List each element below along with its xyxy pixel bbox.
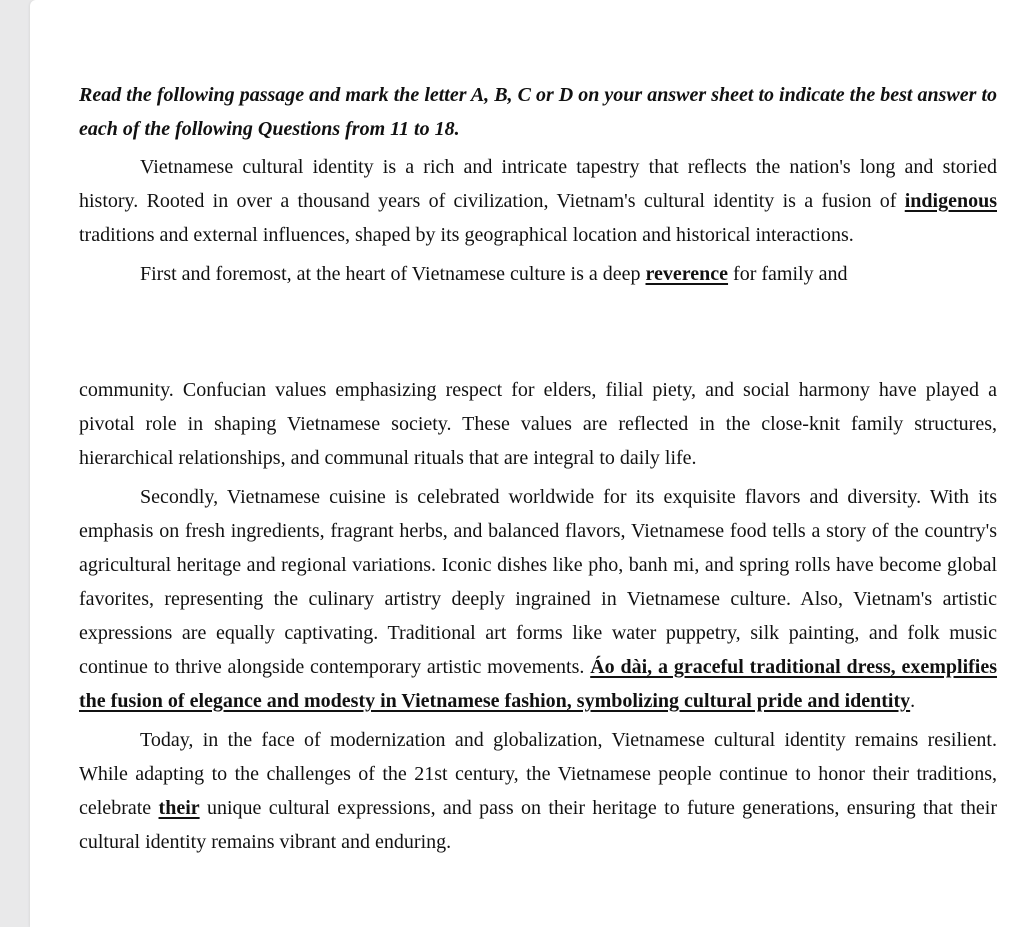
paragraph-2 — [79, 257, 997, 291]
paragraph-3-text-a: Secondly, Vietnamese cuisine is celebrated worldwide for its exquisite flavors and diversity. With its emphasis on fresh ingredients, fragrant herbs, and balanced flavors, Vietnamese food tells a story of the country's agricultural heritage and regional variations. Iconic dishes like pho, banh mi, and spring rolls have become global favorites, representing the culinary artistry deeply ingrained in Vietnamese culture. Also, Vietnam's artistic expressions are equally captivating. Traditional art forms like water puppetry, silk painting, and folk music continue to thrive alongside contemporary artistic movements. — [79, 486, 997, 678]
paragraph-1-text-a: Vietnamese cultural identity is a rich and intricate tapestry that reflects the nation's long and storied history. Rooted in over a thousand years of civilization, Vietnam's cultural identity is a fusion of — [79, 156, 997, 212]
highlighted-word-their: their — [158, 797, 200, 819]
paragraph-1-text-b: traditions and external influences, shaped by its geographical location and historical interactions. — [79, 224, 854, 246]
highlighted-word-reverence: reverence — [645, 263, 729, 285]
page-break-gap — [79, 291, 997, 373]
highlighted-word-indigenous: indigenous — [904, 190, 997, 212]
paragraph-4-text-a: Today, in the face of modernization and globalization, Vietnamese cultural identity remains resilient. While adapting to the challenges of the 21st century, the Vietnamese people continue to honor their traditions, celebrate — [79, 729, 997, 819]
paragraph-3-text-b: . — [910, 690, 916, 712]
paragraph-1 — [79, 150, 997, 252]
paragraph-2-continued: community. Confucian values emphasizing respect for elders, filial piety, and social harmony have played a pivotal role in shaping Vietnamese society. These values are reflected in the close-knit family structures, hierarchical relationships, and communal rituals that are integral to daily life. — [79, 379, 997, 469]
paragraph-3 — [79, 480, 997, 718]
passage-content — [79, 78, 997, 859]
highlighted-sentence-ao-dai: Áo dài, a graceful traditional dress, exemplifies the fusion of elegance and modesty in Vietnamese fashion, symbolizing cultural pride and identity — [79, 656, 997, 712]
paragraph-4 — [79, 723, 997, 859]
instruction-text: Read the following passage and mark the letter A, B, C or D on your answer sheet to indicate the best answer to each of the following Questions from 11 to 18. — [79, 84, 997, 140]
paragraph-4-text-b: unique cultural expressions, and pass on their heritage to future generations, ensuring that their cultural identity remains vibrant and enduring. — [79, 797, 997, 853]
document-page — [30, 0, 1015, 927]
paragraph-2-text-a: First and foremost, at the heart of Vietnamese culture is a deep — [140, 263, 646, 285]
paragraph-2-text-b: for family and — [728, 263, 848, 285]
